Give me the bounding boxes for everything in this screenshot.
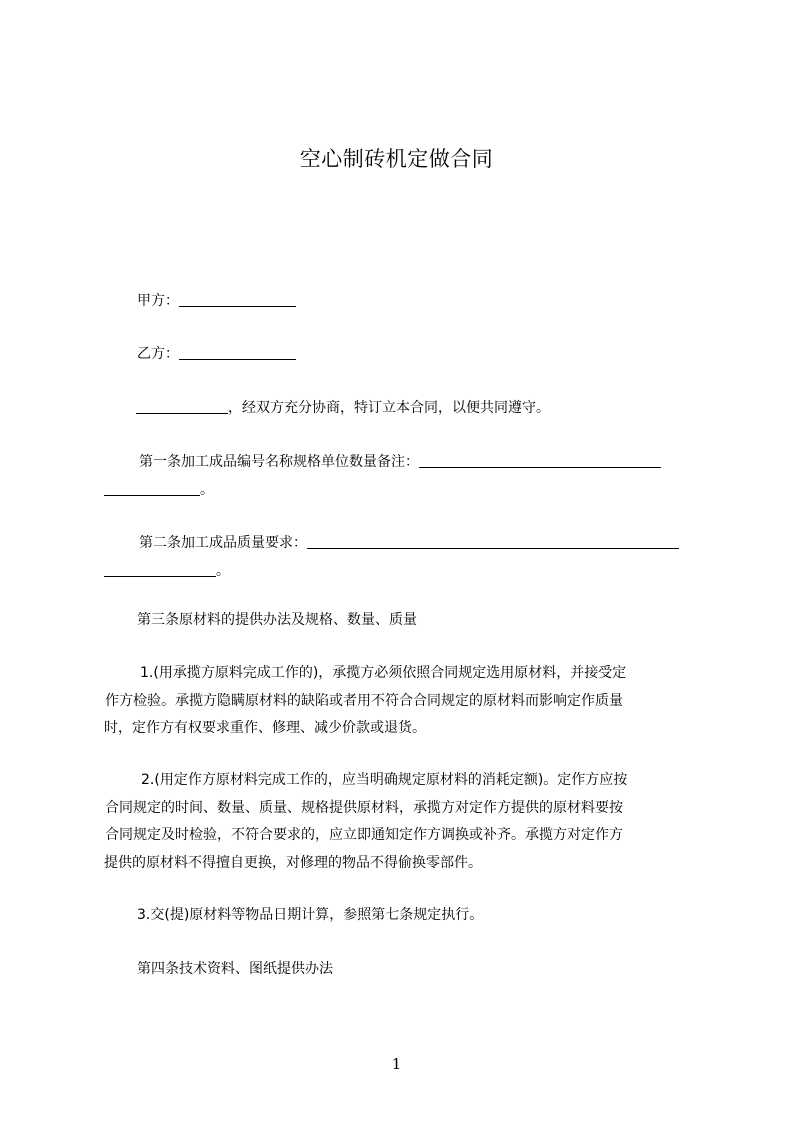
item2-line-4: 提供的原材料不得擅自更换，对修理的物品不得偷换零部件。 [104,855,482,871]
article2-blank [307,533,679,549]
item2-line-2: 合同规定的时间、数量、质量、规格提供原材料，承揽方对定作方提供的原材料要按 [105,800,623,816]
item1-line-1: 1.(用承揽方原料完成工作的)，承揽方必须依照合同规定选用原材料，并接受定 [140,665,627,681]
item1-line-2: 作方检验。承揽方隐瞒原材料的缺陷或者用不符合合同规定的原材料而影响定作质量 [105,693,623,709]
article2-end: 。 [216,563,230,579]
party-a-blank [179,291,296,307]
article2-line-2 [104,557,230,586]
page-number: 1 [391,1055,402,1073]
article1-blank [419,452,661,468]
intro-blank [136,398,228,414]
article3-heading: 第三条原材料的提供办法及规格、数量、质量 [137,612,417,628]
intro-text: ，经双方充分协商，特订立本合同，以便共同遵守。 [228,400,550,416]
party-b-label: 乙方： [137,346,179,362]
item1-line-3: 时，定作方有权要求重作、修理、减少价款或退货。 [104,720,426,736]
party-a-line [137,287,296,316]
article2-line [139,529,679,558]
document-title: 空心制砖机定做合同 [299,147,494,171]
intro-line [136,394,550,423]
article1-label: 第一条加工成品编号名称规格单位数量备注： [139,454,419,470]
item3-line: 3.交(提)原材料等物品日期计算，参照第七条规定执行。 [137,907,484,923]
article1-blank-2 [104,480,200,496]
item2-line-1: 2.(用定作方原材料完成工作的，应当明确规定原材料的消耗定额)。定作方应按 [141,772,628,788]
article1-line-2 [104,476,214,505]
article1-line [139,448,661,477]
party-b-blank [179,344,296,360]
article2-blank-2 [104,561,216,577]
party-a-label: 甲方： [137,293,179,309]
party-b-line [137,340,296,369]
article1-end: 。 [200,482,214,498]
article2-label: 第二条加工成品质量要求： [139,535,307,551]
item2-line-3: 合同规定及时检验，不符合要求的，应立即通知定作方调换或补齐。承揽方对定作方 [105,827,623,843]
article4-heading: 第四条技术资料、图纸提供办法 [137,961,333,977]
